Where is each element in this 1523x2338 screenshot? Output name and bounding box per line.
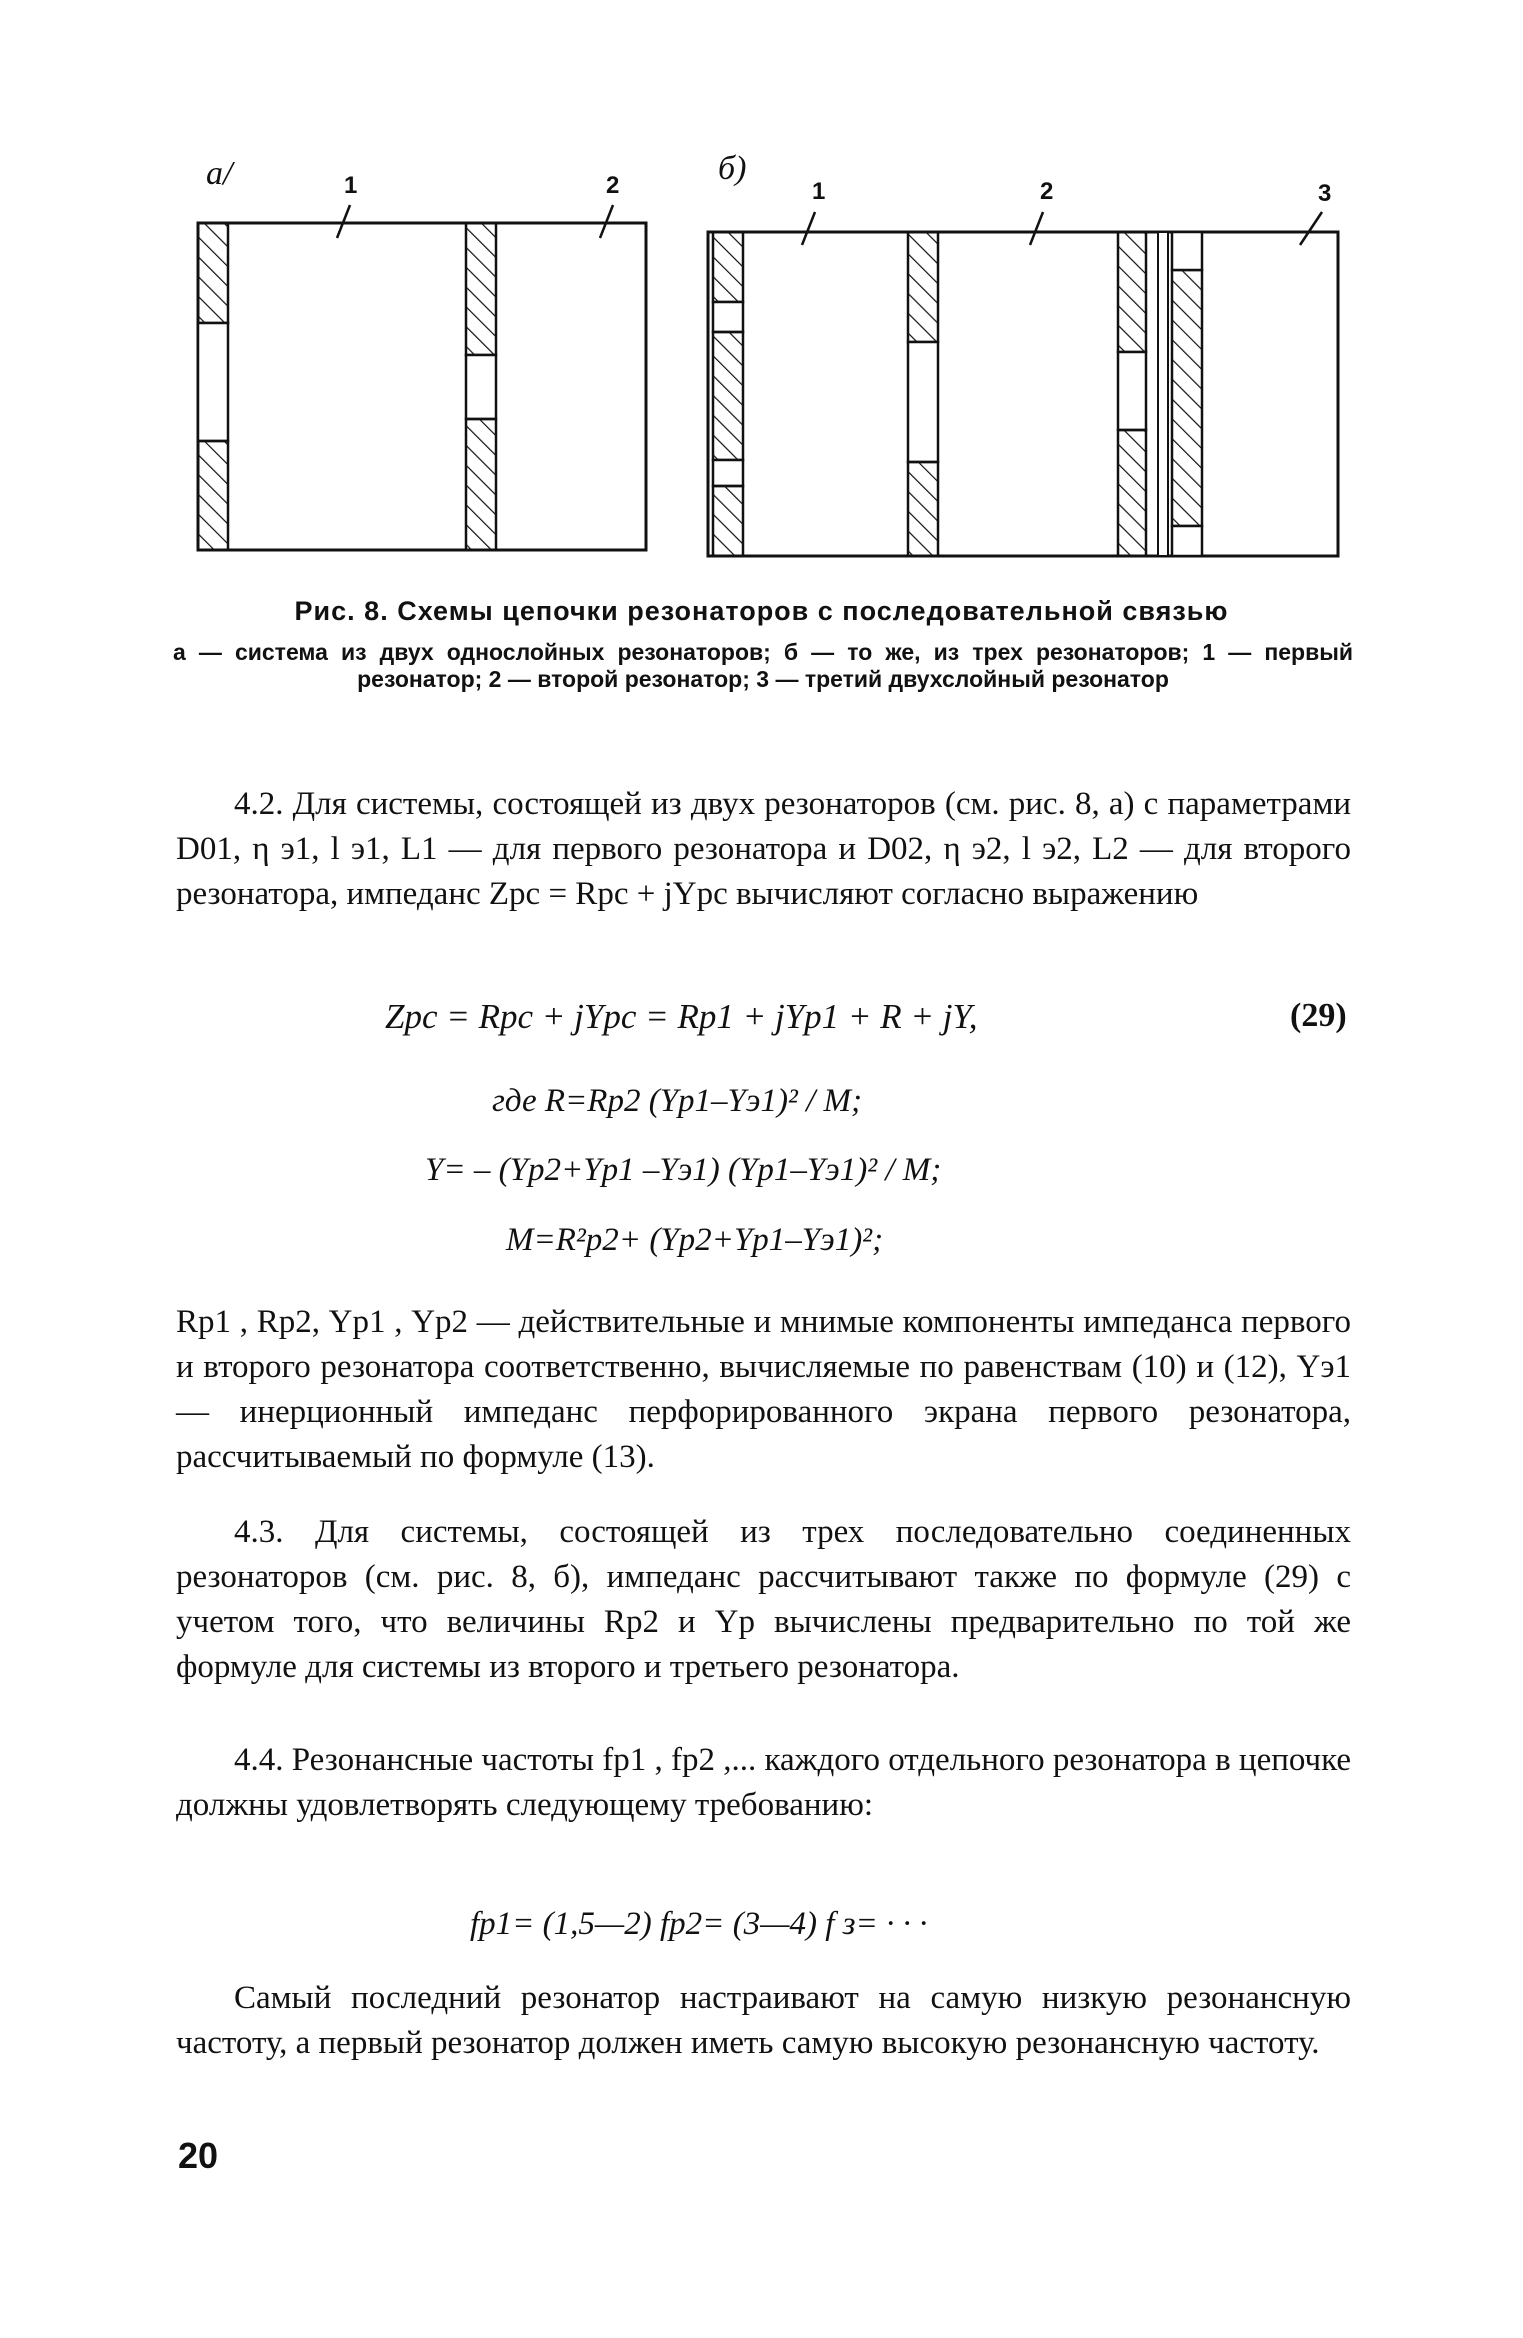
callout-a-1: 1 <box>344 172 358 199</box>
callout-b-2: 2 <box>1040 178 1054 205</box>
section-4-2-paragraph <box>176 782 1351 917</box>
section-4-4-paragraph <box>176 1738 1351 1828</box>
frequency-formula: fр1= (1,5—2) fр2= (3—4) f з= · · · <box>470 1906 928 1942</box>
section-4-4-text: 4.4. Резонансные частоты fр1 , fр2 ,... каждого отдельного резонатора в цепочке должны удовлетворять следующему требованию: <box>176 1742 1351 1823</box>
section-4-3-paragraph <box>176 1510 1351 1690</box>
callout-b-3: 3 <box>1318 180 1332 207</box>
panel-a-label: а/ <box>206 155 233 192</box>
callout-a-2: 2 <box>606 172 620 199</box>
section-4-3-text: 4.3. Для системы, состоящей из трех последовательно соединенных резонаторов (см. рис. 8, б), импеданс рассчитывают также по формуле (29) с учетом того, что величины Rр2 и Yр вычислены предварительно по той же формуле для системы из второго и третьего резонатора. <box>176 1514 1351 1685</box>
resonator-chain-figure <box>0 0 1523 600</box>
last-paragraph-text: Самый последний резонатор настраивают на самую низкую резонансную частоту, а первый резонатор должен иметь самую высокую резонансную частоту. <box>176 1980 1351 2061</box>
where-line-m: M=R²р2+ (Yр2+Yр1–Yэ1)²; <box>506 1222 884 1258</box>
panel-b-diagram <box>708 212 1338 556</box>
page-number: 20 <box>178 2135 219 2176</box>
components-paragraph: Rр1 , Rр2, Yр1 , Yр2 — действительные и мнимые компоненты импеданса первого и второго резонатора соответственно, вычисляемые по равенствам (10) и (12), Yэ1 — инерционный импеданс перфорированного экрана первого резонатора, рассчитываемый по формуле (13). <box>176 1304 1351 1475</box>
callout-b-1: 1 <box>812 178 826 205</box>
last-paragraph <box>176 1976 1351 2066</box>
panel-a-diagram <box>198 205 646 550</box>
where-line-r: где R=Rр2 (Yр1–Yэ1)² / M; <box>492 1083 862 1119</box>
where-line-y: Y= – (Yр2+Yр1 –Yэ1) (Yр1–Yэ1)² / M; <box>425 1152 942 1188</box>
equation-number-29: (29) <box>1290 997 1347 1034</box>
panel-b-label: б) <box>718 150 747 187</box>
section-4-2-text: 4.2. Для системы, состоящей из двух резонаторов (см. рис. 8, а) с параметрами D01, η э1, l э1, L1 — для первого резонатора и D02, η э2, l э2, L2 — для второго резонатора, импеданс Zрс = Rрс + jYрс вычисляют согласно выражению <box>176 786 1351 912</box>
formula-29: Zрс = Rрс + jYрс = Rр1 + jYр1 + R + jY, <box>385 997 978 1036</box>
figure-caption-title: Рис. 8. Схемы цепочки резонаторов с последовательной связью <box>294 596 1229 626</box>
figure-caption-body: а — система из двух однослойных резонаторов; б — то же, из трех резонаторов; 1 — первый резонатор; 2 — второй резонатор; 3 — третий двухслойный резонатор <box>173 639 1353 692</box>
